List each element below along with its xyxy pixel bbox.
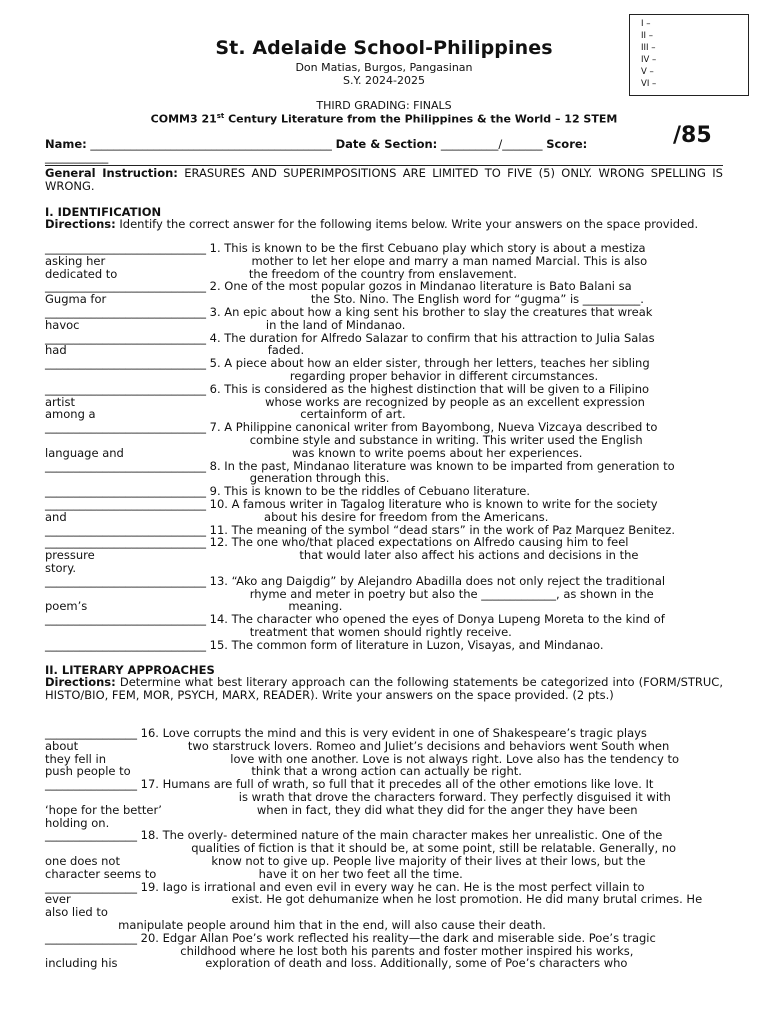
- item-line: ____________________________ 1. This is known to be the first Cebuano play which story is about a mestiza: [45, 241, 646, 255]
- tally-line: II –: [641, 31, 653, 41]
- item-line: poem’s meaning.: [45, 599, 343, 614]
- literary-approach-items: [45, 727, 723, 970]
- item-line: language and was known to write poems about her experiences.: [45, 445, 583, 460]
- directions-text: Identify the correct answer for the following items below. Write your answers on the space provided.: [115, 217, 699, 231]
- identification-items: [45, 242, 723, 652]
- item-line: ____________________________ 8. In the past, Mindanao literature was known to be imparted from generation to: [45, 458, 675, 473]
- item-line: rhyme and meter in poetry but also the _____________, as shown in the: [45, 586, 654, 601]
- section-heading-identification: I. IDENTIFICATION: [45, 205, 162, 219]
- general-instruction: [45, 167, 723, 193]
- school-year: S.Y. 2024-2025: [343, 74, 425, 87]
- item-line: ____________________________ 7. A Philippine canonical writer from Bayombong, Nueva Vizcaya described to: [45, 420, 658, 435]
- name-blank[interactable]: __________________________________________: [86, 137, 336, 151]
- item-line: ________________ 20. Edgar Allan Poe’s work reflected his reality—the dark and miserable side. Poe’s tragic: [45, 930, 656, 945]
- directions-label: Directions:: [45, 675, 116, 689]
- course-title-part: COMM3 21: [150, 112, 217, 126]
- item-line: ____________________________ 6. This is considered as the highest distinction that will be given to a Filipino: [45, 381, 650, 396]
- grading-term: THIRD GRADING: FINALS: [316, 99, 452, 112]
- date-section-blank[interactable]: __________/_______: [437, 137, 547, 151]
- item-line: ____________________________ 14. The character who opened the eyes of Donya Lupeng Moreta to the kind of: [45, 612, 665, 627]
- item-line: character seems to have it on her two feet all the time.: [45, 866, 463, 881]
- tally-line: IV –: [641, 55, 657, 65]
- item-line: artist whose works are recognized by people as an excellent expression: [45, 394, 645, 409]
- item-line: regarding proper behavior in different circumstances.: [45, 368, 599, 383]
- item-line: dedicated to the freedom of the country from enslavement.: [45, 266, 517, 281]
- section-heading-literary-approaches: II. LITERARY APPROACHES: [45, 663, 215, 677]
- item-line: qualities of fiction is that it should be, at some point, still be relatable. Generally, no: [45, 841, 677, 856]
- item-line: asking her mother to let her elope and marry a man named Marcial. This is also: [45, 253, 648, 268]
- directions-text: Determine what best literary approach can the following statements be categorized into (FORM/STRUC, HISTO/BIO, FEM, MOR, PSYCH, MARX, READER). Write your answers on the space provided. (2 pts.): [45, 675, 723, 702]
- course-title-part: Century Literature from the Philippines & the World – 12 STEM: [224, 112, 618, 126]
- school-name: St. Adelaide School-Philippines: [215, 37, 553, 59]
- item-line: Gugma for the Sto. Nino. The English word for “gugma” is __________.: [45, 292, 644, 307]
- name-blank-wrap[interactable]: ___________: [45, 150, 109, 164]
- item-line: ____________________________ 5. A piece about how an elder sister, through her letters, teaches her sibling: [45, 356, 650, 371]
- item-line: ____________________________ 12. The one who/that placed expectations on Alfredo causing him to feel: [45, 535, 629, 550]
- date-section-label: Date & Section:: [335, 137, 438, 151]
- tally-line: V –: [641, 67, 654, 77]
- item-line: ____________________________ 2. One of the most popular gozos in Mindanao literature is Bato Balani sa: [45, 279, 632, 294]
- item-line: about two starstruck lovers. Romeo and Juliet’s decisions and behaviors went South when: [45, 738, 670, 753]
- item-line: among a certainform of art.: [45, 407, 406, 422]
- item-line: havoc in the land of Mindanao.: [45, 317, 406, 332]
- item-line: ____________________________ 11. The meaning of the symbol “dead stars” in the work of Paz Marquez Benitez.: [45, 522, 675, 537]
- item-line: ____________________________ 10. A famous writer in Tagalog literature who is known to write for the society: [45, 496, 658, 511]
- item-line: ____________________________ 13. “Ako ang Daigdig” by Alejandro Abadilla does not only reject the traditional: [45, 573, 666, 588]
- item-line: ____________________________ 4. The duration for Alfredo Salazar to confirm that his attraction to Julia Salas: [45, 330, 655, 345]
- tally-line: I –: [641, 19, 651, 29]
- student-info-line: [45, 137, 723, 151]
- item-line: ____________________________ 15. The common form of literature in Luzon, Visayas, and Mindanao.: [45, 637, 604, 652]
- item-line: holding on.: [45, 815, 110, 830]
- item-line: had faded.: [45, 343, 305, 358]
- school-address: Don Matias, Burgos, Pangasinan: [295, 61, 473, 74]
- item-line: treatment that women should rightly receive.: [45, 624, 512, 639]
- item-line: ________________ 17. Humans are full of wrath, so full that it precedes all of the other emotions like love. It: [45, 777, 654, 792]
- item-line: ‘hope for the better’ when in fact, they did what they did for the anger they have been: [45, 802, 638, 817]
- tally-line: VI –: [641, 79, 657, 89]
- item-line: ________________ 19. Iago is irrational and even evil in every way he can. He is the most perfect villain to: [45, 879, 645, 894]
- item-line: ____________________________ 3. An epic about how a king sent his brother to slay the creatures that wreak: [45, 304, 653, 319]
- directions-label: Directions:: [45, 217, 116, 231]
- item-line: ________________ 18. The overly- determined nature of the main character makes her unrealistic. One of the: [45, 828, 663, 843]
- item-line: is wrath that drove the characters forward. They perfectly disguised it with: [45, 789, 671, 804]
- item-line: ________________ 16. Love corrupts the mind and this is very evident in one of Shakespeare’s tragic plays: [45, 726, 647, 740]
- name-label: Name:: [45, 137, 87, 151]
- item-line: childhood where he lost both his parents and foster mother inspired his works,: [45, 943, 634, 958]
- item-line: one does not know not to give up. People live majority of their lives at their lows, but the: [45, 853, 646, 868]
- course-title: [45, 112, 723, 126]
- item-line: ever exist. He got dehumanize when he lost promotion. He did many brutal crimes. He: [45, 892, 703, 907]
- item-line: ____________________________ 9. This is known to be the riddles of Cebuano literature.: [45, 484, 531, 499]
- score-label: Score:: [546, 137, 588, 151]
- item-line: generation through this.: [45, 471, 390, 486]
- item-line: also lied to: [45, 905, 108, 920]
- item-line: manipulate people around him that in the end, will also cause their death.: [45, 917, 546, 932]
- general-instruction-text: ERASURES AND SUPERIMPOSITIONS ARE LIMITED TO FIVE (5) ONLY. WRONG SPELLING IS WRONG.: [45, 166, 723, 193]
- item-line: push people to think that a wrong action can actually be right.: [45, 764, 522, 779]
- item-line: story.: [45, 560, 77, 575]
- item-line: and about his desire for freedom from the Americans.: [45, 509, 549, 524]
- item-line: pressure that would later also affect his actions and decisions in the: [45, 548, 639, 563]
- item-line: they fell in love with one another. Love is not always right. Love also has the tendency to: [45, 751, 680, 766]
- item-line: combine style and substance in writing. This writer used the English: [45, 432, 643, 447]
- general-instruction-label: General Instruction:: [45, 166, 178, 180]
- tally-line: III –: [641, 43, 656, 53]
- section1-directions: [45, 218, 723, 231]
- item-line: including his exploration of death and loss. Additionally, some of Poe’s characters who: [45, 956, 628, 971]
- course-title-superscript: st: [216, 112, 225, 120]
- score-total: /85: [673, 123, 712, 148]
- section2-directions: [45, 676, 723, 702]
